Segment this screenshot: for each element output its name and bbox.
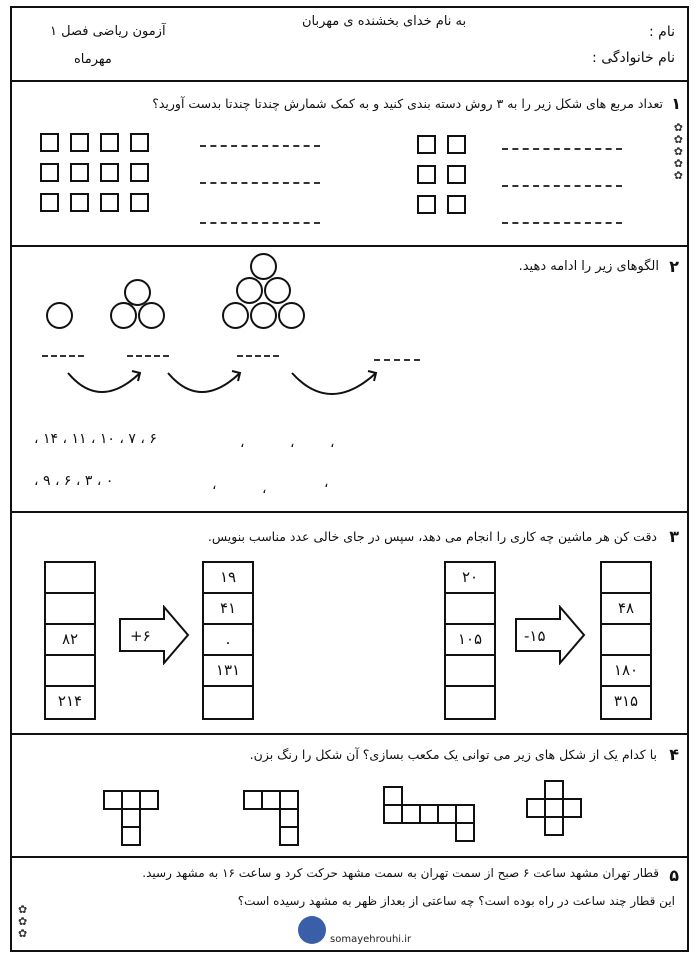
q2-arrows	[60, 359, 400, 403]
exam-title: آزمون ریاضی فصل ۱	[50, 24, 166, 39]
name-label: نام :	[649, 24, 675, 40]
header	[12, 8, 687, 80]
q1-text: تعداد مربع های شکل زیر را به ۳ روش دسته بندی کنید و به کمک شمارش چندتا چندتا بدست آورید؟	[152, 96, 663, 111]
machine2-output-cell[interactable]	[602, 625, 650, 656]
q2-pattern-blank[interactable]	[237, 355, 279, 357]
machine1-output-cell[interactable]: ۱۹	[204, 563, 252, 594]
q2-pattern-blank[interactable]	[42, 355, 84, 357]
machine1-input-column	[44, 561, 96, 720]
q1-answer-line[interactable]	[200, 182, 320, 184]
cube-net-2	[244, 791, 298, 845]
footer	[0, 934, 699, 966]
machine2-output-cell[interactable]: ۳۱۵	[613, 692, 639, 710]
q1-answer-line[interactable]	[502, 185, 622, 187]
question-2	[12, 245, 687, 511]
q2-number: ۲	[669, 257, 679, 276]
month-label: مهرماه	[74, 52, 112, 67]
q4-text: با کدام یک از شکل های زیر می توانی یک مکعب بسازی؟ آن شکل را رنگ بزن.	[249, 747, 657, 762]
q2-text: الگوهای زیر را ادامه دهید.	[518, 259, 659, 274]
question-4	[12, 733, 687, 856]
flower-border-decoration: ✿ ✿ ✿	[18, 903, 28, 940]
machine1-output-column	[202, 561, 254, 720]
family-label: نام خانوادگی :	[592, 50, 675, 66]
machine2-input-cell[interactable]: ۱۰۵	[446, 625, 494, 656]
q1-answer-line[interactable]	[200, 145, 320, 147]
cube-net-4	[527, 781, 581, 835]
q2-seq-blank[interactable]: ،	[240, 435, 245, 451]
machine2-input-column	[444, 561, 496, 720]
q1-answer-line[interactable]	[502, 222, 622, 224]
machine1-input-cell[interactable]: ۲۱۴	[57, 692, 83, 710]
machine1-input-cell[interactable]	[46, 656, 94, 687]
site-url[interactable]: somayehrouhi.ir	[330, 934, 412, 945]
q2-sequence-1: ۶ ، ۷ ، ۱۰ ، ۱۱ ، ۱۴ ،	[34, 431, 157, 447]
machine2-rule: -۱۵	[524, 627, 546, 645]
q1-answer-line[interactable]	[502, 148, 622, 150]
machine2-input-cell[interactable]	[446, 594, 494, 625]
machine2-input-cell[interactable]: ۲۰	[446, 563, 494, 594]
machine1-input-cell[interactable]	[46, 594, 94, 625]
machine1-output-cell[interactable]: .	[204, 625, 252, 656]
q2-seq-blank[interactable]: ،	[330, 435, 335, 451]
q2-seq-blank[interactable]: ،	[212, 477, 217, 493]
q3-text: دقت کن هر ماشین چه کاری را انجام می دهد، سپس در جای خالی عدد مناسب بنویس.	[207, 529, 657, 544]
machine2-output-cell[interactable]	[602, 563, 650, 594]
machine1-output-cell[interactable]: ۴۱	[204, 594, 252, 625]
q1-number: ۱	[671, 94, 681, 113]
q3-number: ۳	[669, 527, 679, 546]
top-title: به نام خدای بخشنده ی مهربان	[302, 14, 467, 29]
q5-line-2: این قطار چند ساعت در راه بوده است؟ چه ساعتی از بعداز ظهر به مشهد رسیده است؟	[237, 894, 675, 908]
machine1-rule: +۶	[130, 627, 151, 645]
machine1-input-cell[interactable]: ۸۲	[46, 625, 94, 656]
machine2-input-cell[interactable]	[446, 656, 494, 687]
q2-pattern-blank[interactable]	[127, 355, 169, 357]
machine1-output-cell[interactable]	[204, 687, 252, 718]
machine2-output-cell[interactable]: ۴۸	[602, 594, 650, 625]
q2-seq-blank[interactable]: ،	[262, 481, 267, 497]
machine1-input-cell[interactable]	[46, 563, 94, 594]
cube-net-3	[384, 787, 474, 841]
question-1	[12, 80, 687, 245]
q1-answer-line[interactable]	[200, 222, 320, 224]
q4-number: ۴	[669, 745, 679, 764]
machine1-arrow	[118, 605, 190, 665]
q5-number: ۵	[669, 866, 679, 885]
q2-seq-blank[interactable]: ،	[324, 475, 329, 491]
machine2-output-column	[600, 561, 652, 720]
machine1-output-cell[interactable]: ۱۳۱	[204, 656, 252, 687]
site-logo-icon	[298, 916, 326, 944]
q5-line-1: قطار تهران مشهد ساعت ۶ صبح از سمت تهران به سمت مشهد حرکت کرد و ساعت ۱۶ به مشهد رسید.	[142, 866, 659, 880]
machine2-input-cell[interactable]	[446, 687, 494, 718]
question-3	[12, 511, 687, 733]
cube-net-1	[104, 791, 158, 845]
q2-sequence-2: ۰ ، ۳ ، ۶ ، ۹ ،	[34, 473, 114, 489]
flower-border-decoration: ✿ ✿ ✿ ✿ ✿	[673, 121, 683, 182]
machine2-output-cell[interactable]: ۱۸۰	[602, 656, 650, 687]
q2-seq-blank[interactable]: ،	[290, 435, 295, 451]
q4-cube-nets	[12, 735, 687, 855]
worksheet-page	[10, 6, 689, 952]
